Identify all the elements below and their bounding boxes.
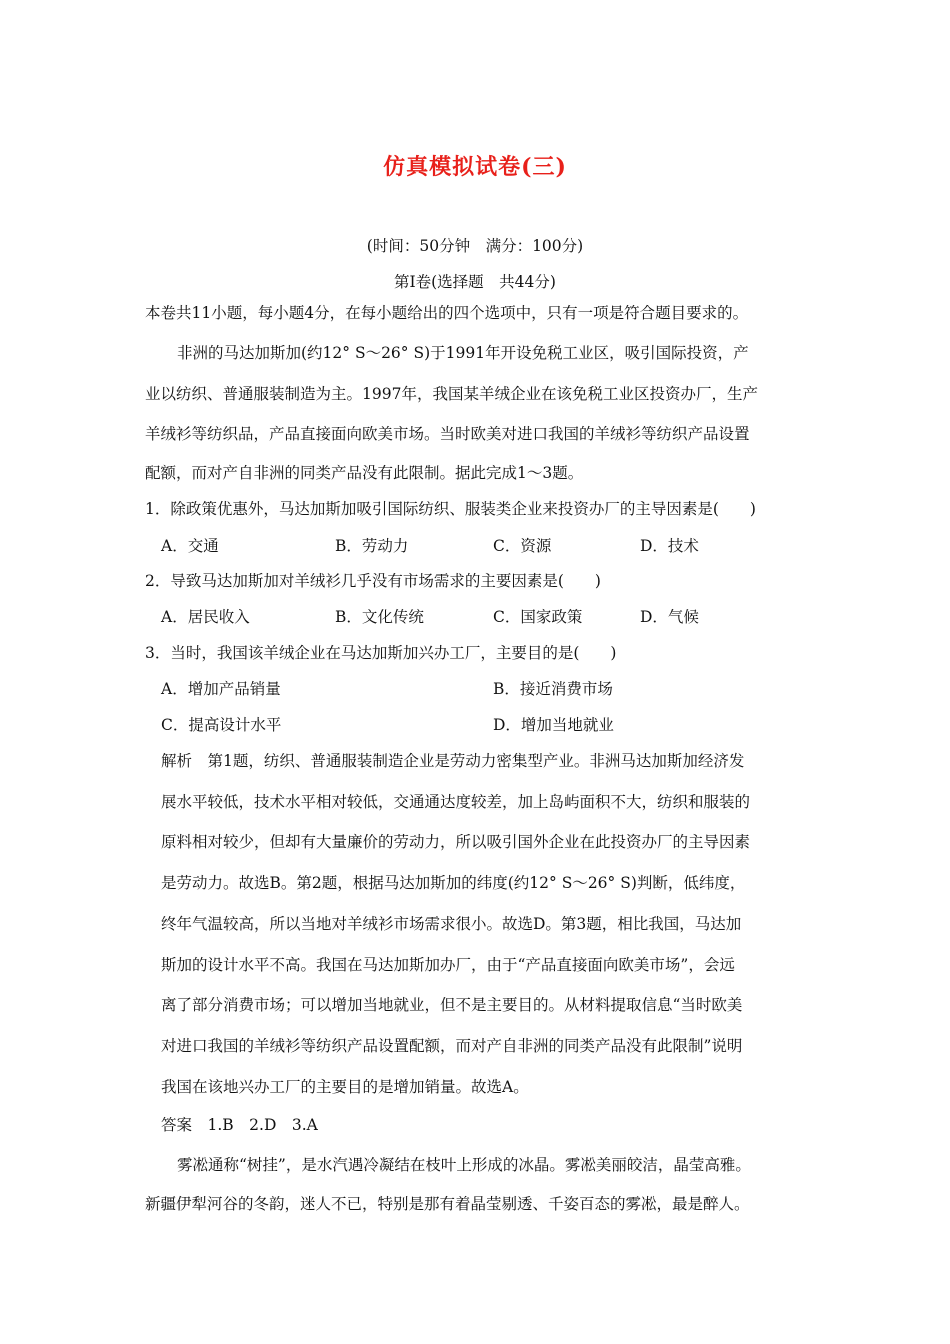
option-c[interactable]: C．国家政策 bbox=[493, 608, 583, 626]
option-d[interactable]: D．气候 bbox=[640, 608, 699, 626]
analysis-line: 对进口我国的羊绒衫等纺织产品设置配额，而对产自非洲的同类产品没有此限制”说明 bbox=[161, 1037, 743, 1055]
analysis-line: 终年气温较高，所以当地对羊绒衫市场需求很小。故选D。第3题，相比我国，马达加 bbox=[161, 915, 742, 933]
option-d[interactable]: D．增加当地就业 bbox=[493, 716, 614, 734]
option-b[interactable]: B．文化传统 bbox=[335, 608, 424, 626]
passage-line: 羊绒衫等纺织品，产品直接面向欧美市场。当时欧美对进口我国的羊绒衫等纺织产品设置 bbox=[145, 425, 750, 443]
analysis-line: 是劳动力。故选B。第2题，根据马达加斯加的纬度(约12° S～26° S)判断，低纬度， bbox=[161, 874, 746, 892]
section-heading: 第Ⅰ卷(选择题 共44分) bbox=[394, 273, 556, 291]
option-a[interactable]: A．居民收入 bbox=[161, 608, 250, 626]
analysis-line: 原料相对较少，但却有大量廉价的劳动力，所以吸引国外企业在此投资办厂的主导因素 bbox=[161, 833, 751, 851]
option-a[interactable]: A．交通 bbox=[161, 537, 219, 555]
question-stem: 3．当时，我国该羊绒企业在马达加斯加兴办工厂，主要目的是( ) bbox=[145, 644, 617, 662]
passage-line: 雾凇通称“树挂”，是水汽遇冷凝结在枝叶上形成的冰晶。雾凇美丽皎洁，晶莹高雅。 bbox=[177, 1156, 751, 1174]
option-b[interactable]: B．接近消费市场 bbox=[493, 680, 613, 698]
page-title: 仿真模拟试卷(三) bbox=[383, 154, 567, 180]
analysis-line: 斯加的设计水平不高。我国在马达加斯加办厂，由于“产品直接面向欧美市场”，会远 bbox=[161, 956, 735, 974]
passage-line: 非洲的马达加斯加(约12° S～26° S)于1991年开设免税工业区，吸引国际投资，产 bbox=[177, 344, 749, 362]
exam-meta: (时间：50分钟 满分：100分) bbox=[366, 237, 584, 255]
analysis-line: 展水平较低，技术水平相对较低，交通通达度较差，加上岛屿面积不大，纺织和服装的 bbox=[161, 793, 751, 811]
option-a[interactable]: A．增加产品销量 bbox=[161, 680, 281, 698]
passage-line: 配额，而对产自非洲的同类产品没有此限制。据此完成1～3题。 bbox=[145, 464, 584, 482]
answer-key: 答案 1.B 2.D 3.A bbox=[161, 1116, 318, 1134]
passage-line: 业以纺织、普通服装制造为主。1997年，我国某羊绒企业在该免税工业区投资办厂，生产 bbox=[145, 385, 758, 403]
analysis-line: 我国在该地兴办工厂的主要目的是增加销量。故选A。 bbox=[161, 1078, 529, 1096]
instructions: 本卷共11小题，每小题4分，在每小题给出的四个选项中，只有一项是符合题目要求的。 bbox=[145, 304, 749, 322]
option-c[interactable]: C．资源 bbox=[493, 537, 552, 555]
option-c[interactable]: C．提高设计水平 bbox=[161, 716, 282, 734]
question-stem: 2．导致马达加斯加对羊绒衫几乎没有市场需求的主要因素是( ) bbox=[145, 572, 601, 590]
question-stem: 1．除政策优惠外，马达加斯加吸引国际纺织、服装类企业来投资办厂的主导因素是( ) bbox=[145, 500, 756, 518]
passage-line: 新疆伊犁河谷的冬韵，迷人不已，特别是那有着晶莹剔透、千姿百态的雾凇，最是醉人。 bbox=[145, 1195, 750, 1213]
analysis-line: 离了部分消费市场；可以增加当地就业，但不是主要目的。从材料提取信息“当时欧美 bbox=[161, 996, 743, 1014]
option-b[interactable]: B．劳动力 bbox=[335, 537, 409, 555]
analysis-line: 解析 第1题，纺织、普通服装制造企业是劳动力密集型产业。非洲马达加斯加经济发 bbox=[161, 752, 745, 770]
option-d[interactable]: D．技术 bbox=[640, 537, 699, 555]
